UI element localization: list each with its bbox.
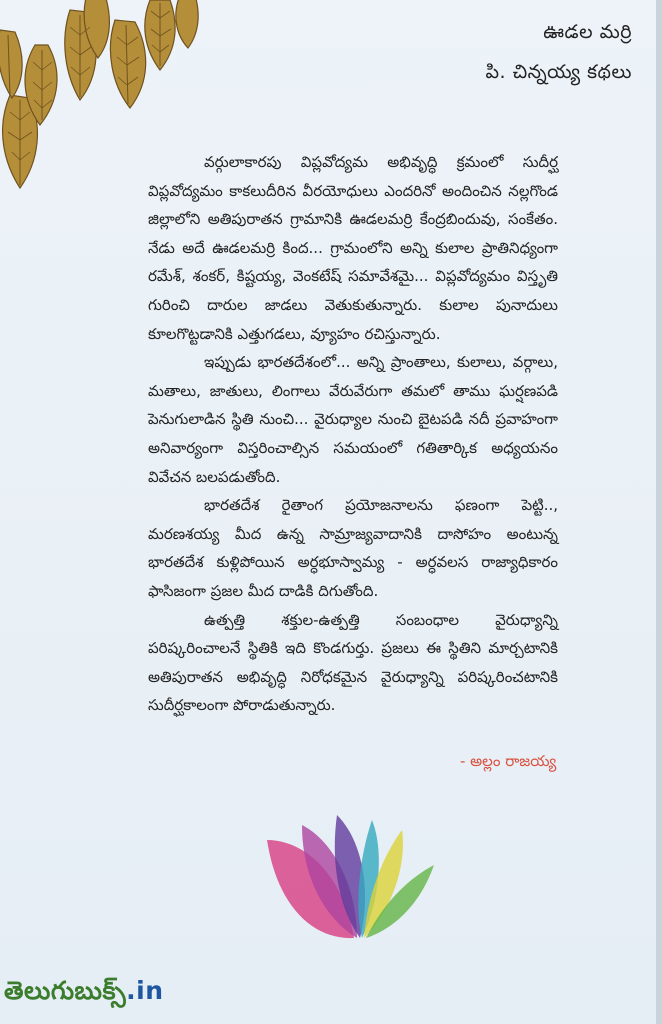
page-edge <box>656 0 662 1024</box>
title-block <box>486 12 632 92</box>
paragraph-4: ఉత్పత్తి శక్తుల-ఉత్పత్తి సంబంధాల వైరుధ్యాన్ని పరిష్కరించాలనే స్థితికి ఇది కొండగుర్తు. ప్రజలు ఈ స్థితిని మార్చటానికి అతిపురాతన అభివృద్ధి నిరోధకమైన వైరుధ్యాన్ని పరిష్కరించటానికి సుదీర్ఘకాలంగా పోరాడుతున్నారు. <box>148 610 558 715</box>
leaf-8 <box>176 0 198 48</box>
lotus-logo <box>262 810 442 945</box>
blurb-text <box>148 148 558 720</box>
paragraph-3: భారతదేశ రైతాంగ ప్రయోజనాలను ఫణంగా పెట్టి.., మరణశయ్య మీద ఉన్న సామ్రాజ్యవాదానికి దాసోహం అంటున్న భారతదేశ కుళ్లిపోయిన అర్ధభూస్వామ్య - అర్ధవలస రాజ్యాధికారం ఫాసిజంగా ప్రజల మీద దాడికి దిగుతోంది. <box>148 496 558 600</box>
watermark-name: తెలుగుబుక్స్ <box>4 976 127 1005</box>
watermark-tld: .in <box>126 976 164 1005</box>
book-subtitle: పి. చిన్నయ్య కథలు <box>485 61 632 83</box>
paragraph-1: వర్గులాకారపు విప్లవోద్యమ అభివృద్ధి క్రమంలో సుదీర్ఘ విప్లవోద్యమం కాకలుదీరిన వీరయోధులు ఎందరినో అందించిన నల్లగొండ జిల్లాలోని అతిపురాతన గ్రామానికి ఊడలమర్రి కేంద్రబిందువు, సంకేతం. నేడు అదే ఊడలమర్రి కింద... గ్రామంలోని అన్ని కులాల ప్రాతినిధ్యంగా రమేశ్, శంకర్, కిష్టయ్య, వెంకటేష్ సమావేశమై... విప్లవోద్యమం విస్తృతి గురించి దారుల జాడలు వెతుకుతున్నారు. కులాల పునాదులు కూలగొట్టడానికి ఎత్తుగడలు, వ్యూహం రచిస్తున్నారు. <box>148 153 558 343</box>
leaf-6 <box>0 30 22 98</box>
paragraph-2: ఇప్పుడు భారతదేశంలో... అన్ని ప్రాంతాలు, కులాలు, వర్గాలు, మతాలు, జాతులు, లింగాలు వేరువేరుగా తమలో తాము ఘర్షణపడి పెనుగులాడిన స్థితి నుంచి... వైరుధ్యాల నుంచి బైటపడి నదీ ప్రవాహంగా అనివార్యంగా విస్తరించాల్సిన సమయంలో గతితార్కిక అధ్యయనం వివేచన బలపడుతోంది. <box>148 353 558 486</box>
site-watermark <box>4 976 164 1012</box>
book-title: ఊడల మర్రి <box>543 21 632 43</box>
author-signature: - అల్లం రాజయ్య <box>460 752 557 770</box>
